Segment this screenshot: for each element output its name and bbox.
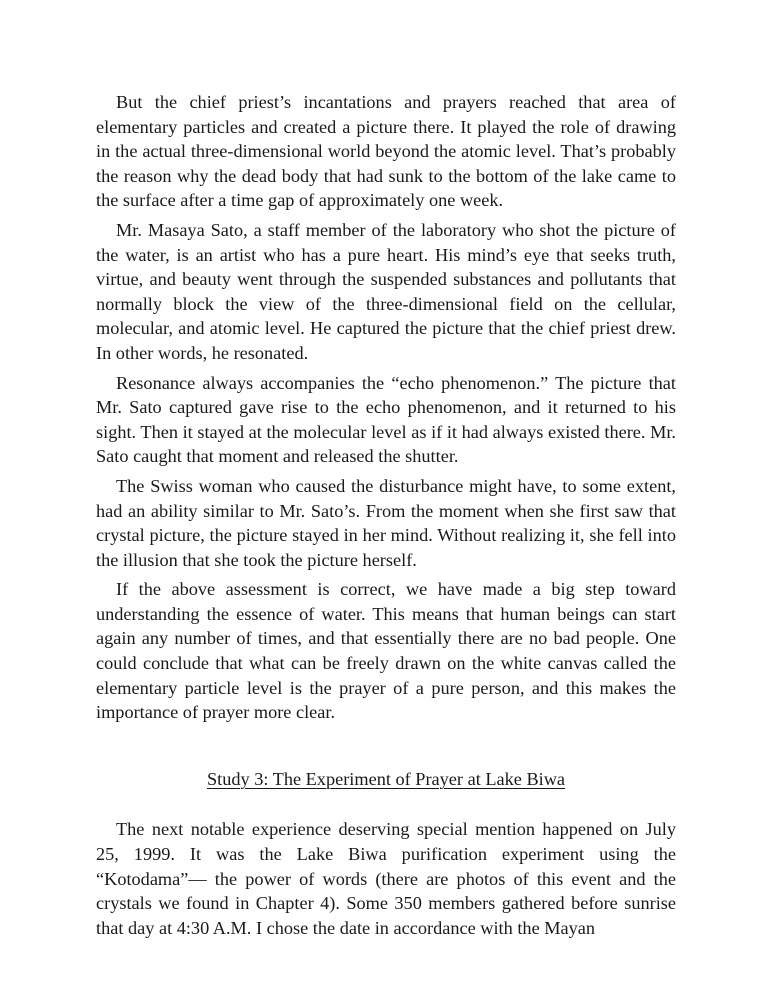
- section-heading: Study 3: The Experiment of Prayer at Lake Biwa: [206, 768, 566, 789]
- paragraph-2: Mr. Masaya Sato, a staff member of the laboratory who shot the picture of the water, is an artist who has a pure heart. His mind’s eye that seeks truth, virtue, and beauty went through the suspended substances and pollutants that normally block the view of the three-dimensional field on the cellular, molecular, and atomic level. He captured the picture that the chief priest drew. In other words, he resonated.: [96, 219, 676, 363]
- paragraph-5: If the above assessment is correct, we have made a big step toward understanding the essence of water. This means that human beings can start again any number of times, and that essentially there are no bad people. One could conclude that what can be freely drawn on the white canvas called the elementary particle level is the prayer of a pure person, and this makes the importance of prayer more clear.: [96, 579, 676, 723]
- paragraph-4: The Swiss woman who caused the disturbance might have, to some extent, had an ability similar to Mr. Sato’s. From the moment when she first saw that crystal picture, the picture stayed in her mind. Without realizing it, she fell into the illusion that she took the picture herself.: [96, 475, 676, 570]
- paragraph-3: Resonance always accompanies the “echo phenomenon.” The picture that Mr. Sato captured gave rise to the echo phenomenon, and it returned to his sight. Then it stayed at the molecular level as if it had always existed there. Mr. Sato caught that moment and released the shutter.: [96, 372, 676, 467]
- paragraph-1: But the chief priest’s incantations and prayers reached that area of elementary particles and created a picture there. It played the role of drawing in the actual three-dimensional world beyond the atomic level. That’s probably the reason why the dead body that had sunk to the bottom of the lake came to the surface after a time gap of approximately one week.: [96, 92, 676, 211]
- document-page: [96, 90, 676, 945]
- section-paragraph: The next notable experience deserving special mention happened on July 25, 1999. It was the Lake Biwa purification experiment using the “Kotodama”— the power of words (there are photos of this event and the crystals we found in Chapter 4). Some 350 members gathered before sunrise that day at 4:30 A.M. I chose the date in accordance with the Mayan: [96, 819, 676, 938]
